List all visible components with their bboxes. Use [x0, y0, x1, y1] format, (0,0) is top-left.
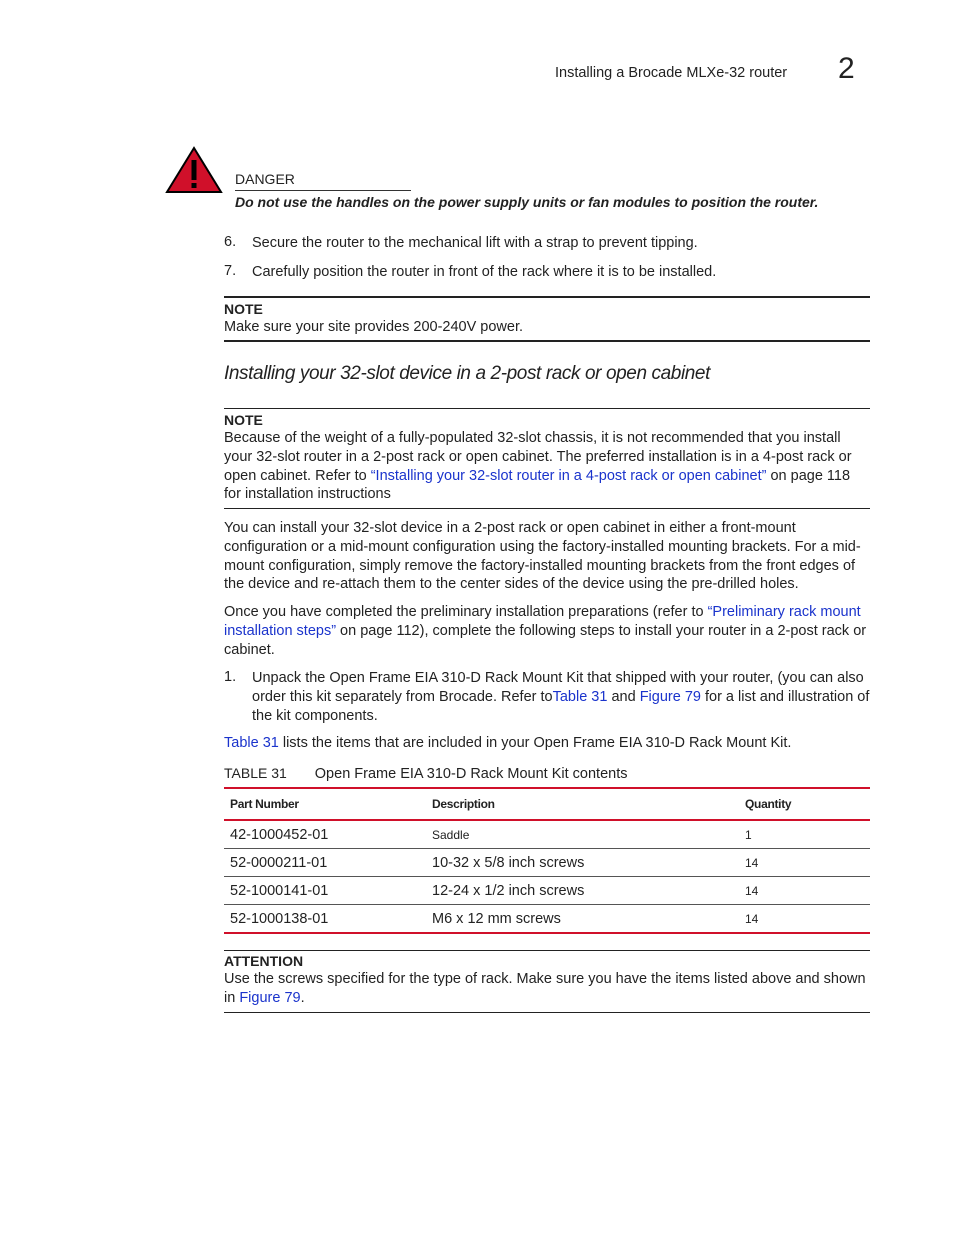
note-text-part: on page 118 for installation instructions — [224, 467, 851, 503]
cell-quantity: 14 — [739, 905, 870, 934]
cell-description: M6 x 12 mm screws — [426, 905, 739, 934]
danger-divider — [235, 190, 411, 191]
attention-label: ATTENTION — [224, 953, 304, 969]
step-number: 6. — [224, 234, 237, 250]
note-text — [224, 429, 870, 504]
para-text: Once you have completed the preliminary installation preparations (refer to — [224, 604, 708, 620]
note-top-rule — [224, 296, 870, 298]
body-paragraph: You can install your 32-slot device in a 2-post rack or open cabinet in either a front-mount configuration or a mid-mount configuration using the factory-installed mounting brackets. For a mid-mount configuration, simply remove the factory-installed mounting brackets from the front edges of the device and re-attach them to the center sides of the device using the pre-drilled holes. — [224, 520, 861, 593]
table-row — [224, 905, 870, 934]
body-paragraph — [224, 603, 870, 659]
note-label: NOTE — [224, 412, 263, 428]
note-top-rule — [224, 408, 870, 409]
cell-quantity: 14 — [739, 849, 870, 877]
link-table-31[interactable]: Table 31 — [224, 735, 279, 751]
link-figure-79[interactable]: Figure 79 — [239, 989, 301, 1006]
running-header-title: Installing a Brocade MLXe-32 router — [555, 65, 788, 81]
kit-contents-table — [224, 787, 870, 934]
cell-part-number: 52-1000141-01 — [224, 877, 426, 905]
attention-text-part: Use the screws specified for the type of rack. Make sure you have the items listed above and shown in — [224, 971, 866, 1006]
attention-text-part: . — [300, 989, 305, 1006]
note-text-part: Because of the weight of a fully-populated 32-slot chassis, it is not recommended that you install your 32-slot router in a 2-post rack or open cabinet. The preferred installation is in a 4-post rack or open cabinet. Refer to — [224, 430, 852, 484]
table-row — [224, 877, 870, 905]
section-heading: Installing your 32-slot device in a 2-post rack or open cabinet — [224, 363, 710, 384]
danger-text: Do not use the handles on the power supply units or fan modules to position the router. — [235, 194, 819, 210]
table-header-row — [224, 788, 870, 820]
step-text — [252, 669, 870, 725]
danger-warning-icon — [165, 146, 223, 194]
step-text-part: Unpack the Open Frame EIA 310-D Rack Mount Kit that shipped with your router, (you can also order this kit separately from Brocade. Refer to — [252, 670, 864, 705]
note-label: NOTE — [224, 301, 263, 317]
para-text: lists the items that are included in your Open Frame EIA 310-D Rack Mount Kit. — [278, 735, 792, 751]
cell-quantity: 1 — [739, 820, 870, 849]
note-text: Make sure your site provides 200-240V power. — [224, 319, 524, 335]
chapter-number: 2 — [838, 52, 855, 85]
column-header-description: Description — [426, 788, 739, 820]
column-header-part-number: Part Number — [224, 788, 426, 820]
cell-part-number: 42-1000452-01 — [224, 820, 426, 849]
para-text: on page 112), complete the following steps to install your router in a 2-post rack or cabinet. — [224, 622, 867, 658]
table-row — [224, 849, 870, 877]
body-paragraph — [224, 734, 870, 753]
link-preliminary-steps[interactable]: “Preliminary rack mount installation steps” — [224, 604, 861, 639]
cell-description: Saddle — [426, 820, 739, 849]
table-caption-label: TABLE 31 — [224, 765, 287, 781]
danger-label: DANGER — [235, 171, 295, 187]
step-number: 1. — [224, 669, 237, 685]
table-caption — [224, 765, 627, 782]
step-text: Carefully position the router in front of the rack where it is to be installed. — [252, 264, 717, 280]
cell-description: 10-32 x 5/8 inch screws — [426, 849, 739, 877]
cell-description: 12-24 x 1/2 inch screws — [426, 877, 739, 905]
attention-bottom-rule — [224, 1012, 870, 1013]
step-text: Secure the router to the mechanical lift with a strap to prevent tipping. — [252, 235, 698, 251]
table-caption-text: Open Frame EIA 310-D Rack Mount Kit contents — [314, 766, 628, 782]
column-header-quantity: Quantity — [739, 788, 870, 820]
step-text-part: for a list and illustration of the kit components. — [252, 688, 870, 724]
link-figure-79[interactable]: Figure 79 — [639, 688, 701, 705]
link-table-31[interactable]: Table 31 — [552, 688, 608, 705]
attention-top-rule — [224, 950, 870, 951]
note-bottom-rule — [224, 508, 870, 509]
link-4-post-install[interactable]: “Installing your 32-slot router in a 4-post rack or open cabinet” — [370, 467, 767, 484]
cell-quantity: 14 — [739, 877, 870, 905]
step-number: 7. — [224, 263, 237, 279]
cell-part-number: 52-1000138-01 — [224, 905, 426, 934]
note-bottom-rule — [224, 340, 870, 342]
step-text-part: and — [607, 688, 640, 705]
table-row — [224, 820, 870, 849]
attention-text — [224, 970, 870, 1008]
cell-part-number: 52-0000211-01 — [224, 849, 426, 877]
